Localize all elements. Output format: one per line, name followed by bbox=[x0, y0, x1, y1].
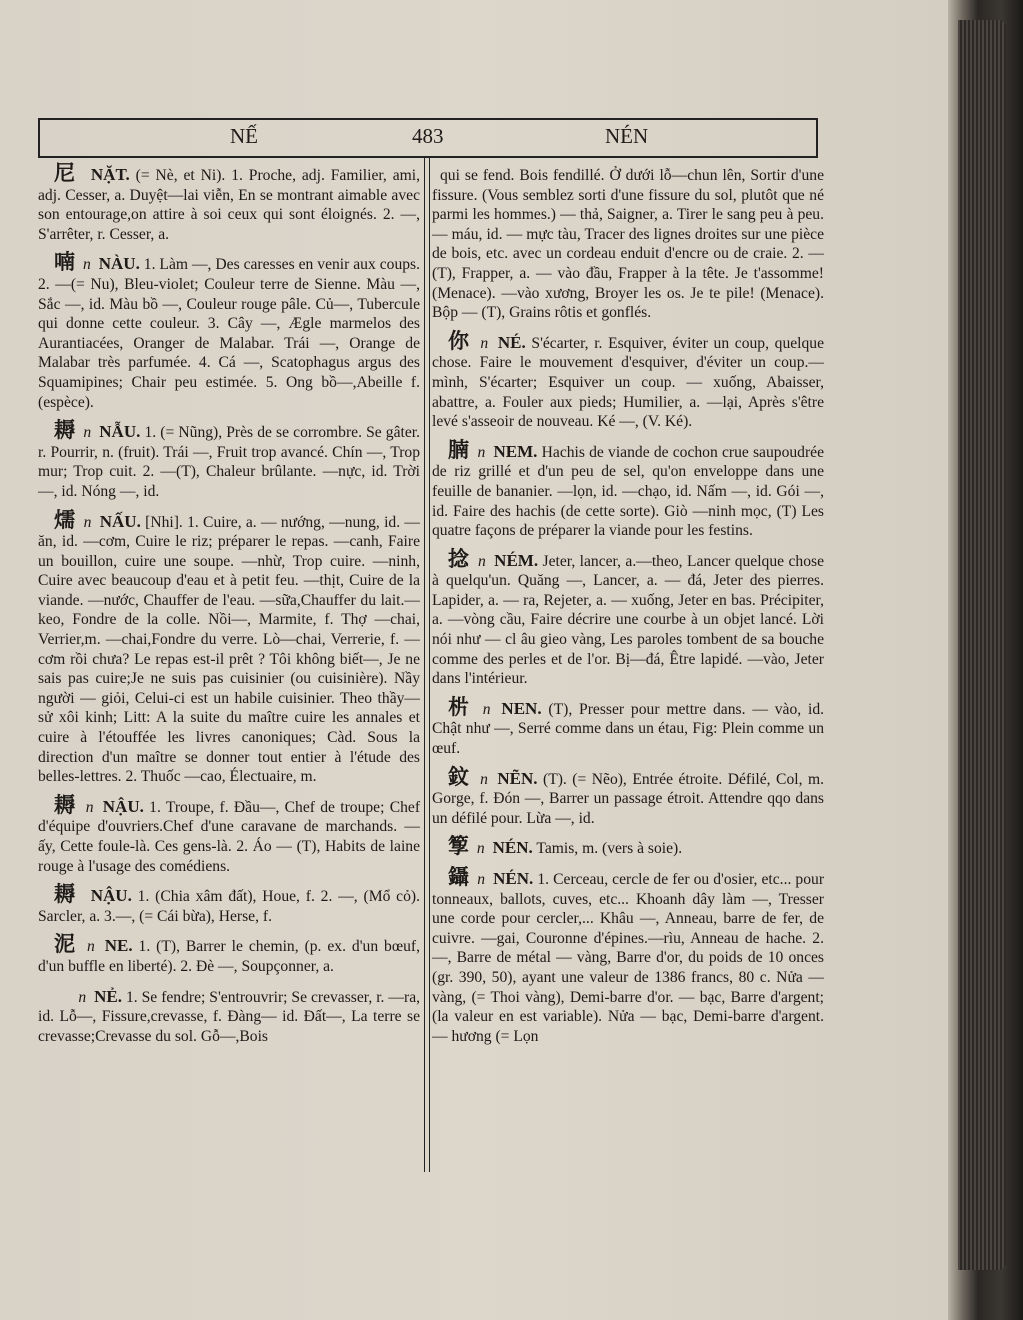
page-number: 483 bbox=[412, 124, 444, 148]
dictionary-entry bbox=[38, 882, 420, 926]
headword: NẤU. bbox=[99, 511, 141, 531]
part-of-speech: n bbox=[83, 424, 92, 442]
chinese-character: 鈫 bbox=[448, 764, 471, 789]
dictionary-entry bbox=[38, 507, 420, 787]
entry-definition: 1. (= Nũng), Près de se corrombre. Se gâter. r. Pourrir, n. (fruit). Trái —, Fruit trop avancé. Chín —, Trop mur; Trop cuit. 2. —(T), Chaleur brûlante. —nực, id. Trời —, id. Nóng —, id. bbox=[38, 424, 421, 500]
chinese-character: 尼 bbox=[54, 161, 77, 185]
dictionary-entry bbox=[432, 694, 825, 759]
chinese-character: 鑷 bbox=[448, 865, 470, 889]
entry-definition: 1. Se fendre; S'entrouvrir; Se crevasser, r. —ra, id. Lỗ—, Fissure,crevasse, f. Đàng— id. Đất—, La terre se crevasse;Crevasse du sol. Gỗ—,Bois bbox=[38, 988, 421, 1045]
chinese-character: 𠑕 bbox=[54, 982, 71, 1007]
dictionary-entry bbox=[432, 764, 824, 829]
part-of-speech: n bbox=[480, 770, 488, 788]
guide-word-right: NÉN bbox=[605, 124, 649, 148]
column-divider bbox=[424, 156, 430, 1172]
part-of-speech: n bbox=[480, 334, 489, 352]
entry-definition: Tamis, m. (vers à soie). bbox=[536, 840, 683, 858]
chinese-character: 泥 bbox=[54, 932, 78, 957]
chinese-character: 耨 bbox=[54, 418, 76, 443]
chinese-character: 箰 bbox=[448, 834, 469, 859]
part-of-speech: n bbox=[477, 552, 486, 570]
headword: NÉN. bbox=[492, 838, 533, 858]
headword: NÉ. bbox=[497, 332, 526, 352]
headword: NẬU. bbox=[90, 886, 132, 906]
chinese-character: 喃 bbox=[54, 250, 76, 275]
dictionary-entry bbox=[38, 250, 420, 412]
part-of-speech: n bbox=[83, 513, 92, 531]
chinese-character: 㭊 bbox=[448, 694, 472, 719]
running-header bbox=[38, 118, 818, 158]
headword: NẪU. bbox=[99, 422, 141, 442]
entry-definition: Hachis de viande de cochon crue saupoudrée de riz grillé et d'un peu de sel, qu'on enveloppe dans une feuille de bananier. —lọn, id. —chạo, id. Nấm —, id. Gói —, id. Faire des hachis (de cette sorte). Giò —ninh mọc, (T) Les quatre façons de préparer la viande pour les festins. bbox=[432, 443, 824, 540]
headword: NÉN. bbox=[493, 869, 534, 888]
headword: NẶT. bbox=[90, 165, 130, 184]
chinese-character: 耨 bbox=[54, 882, 77, 907]
part-of-speech: n bbox=[78, 988, 87, 1006]
entry-definition: (T). (= Nẽo), Entrée étroite. Défilé, Col, m. Gorge, f. Đón —, Barrer un passage étroit. Attendre qqo dans un défilé pour. Lừa —, id. bbox=[432, 770, 824, 827]
chinese-character: 捻 bbox=[448, 546, 470, 571]
headword: NẬU. bbox=[102, 796, 144, 816]
chinese-character: 燸 bbox=[54, 507, 76, 532]
entry-definition: (T), Presser pour mettre dans. — vào, id. Chật như —, Serré comme dans un étau, Fig: Plein comme un œuf. bbox=[432, 700, 825, 758]
dictionary-entry bbox=[38, 792, 421, 876]
headword: NẺ. bbox=[94, 986, 123, 1006]
entry-definition: 1. Làm —, Des caresses en venir aux coups. 2. —(= Nu), Bleu-violet; Couleur terre de Sienne. Màu —, Sắc —, id. Màu bồ —, Couleur rouge pâle. Củ—, Tubercule qui donne cette couleur. 3. Cây —, Ægle marmelos des Aurantiacées, Oranger de Malabar. Trái —, Orange de Malabar très parfumée. 4. Cá —, Scatophagus argus des Squamipines; Chair peu estimée. 5. Ong bồ—,Abeille f. (espèce). bbox=[38, 256, 420, 411]
entry-definition: (= Nè, et Ni). 1. Proche, adj. Familier, ami, adj. Cesser, a. Duyệt—lai viễn, En se montrant aimable avec son entourage,on attire à soi ceux qui sont éloignés. 2. —, S'arrêter, r. Cesser, a. bbox=[38, 167, 420, 243]
part-of-speech: n bbox=[476, 840, 485, 858]
part-of-speech: n bbox=[85, 798, 94, 816]
dictionary-entry bbox=[432, 437, 824, 541]
headword: NEN. bbox=[501, 698, 542, 718]
part-of-speech: n bbox=[477, 871, 486, 888]
part-of-speech: n bbox=[83, 256, 91, 274]
entry-definition: 1. Cerceau, cercle de fer ou d'osier, etc... pour tonneaux, ballots, cuves, etc... Khoanh dây làm —, Tresser une corde pour cercler,... Khâu —, Anneau, barre de fer, de cuivre. —gai, Couronne d'épines.—rìu, Anneau de hache. 2. —, Barre de métal — vàng, Barre d'or, du poids de 10 onces (gr. 390, 50), ayant une valeur de 1386 francs, 80 c. Nửa — vàng, (= Thoi vàng), Demi-barre d'or. — bạc, Barre d'argent; (la valeur en est variable). Nửa — bạc, Demi-barre d'argent. — hương (= Lọn bbox=[432, 871, 825, 1045]
part-of-speech: n bbox=[477, 443, 486, 461]
entry-definition: S'écarter, r. Esquiver, éviter un coup, quelque chose. Faire le mouvement d'esquiver, d'éviter un coup.—mình, S'écarter; Esquiver un coup. — xuống, Abaisser, abattre, a. Fouler aux pieds; Humilier, a. —lại, Après s'être levé s'asseoir de nouveau. Ké —, (V. Ké). bbox=[432, 334, 825, 431]
chinese-character: 腩 bbox=[448, 437, 470, 462]
entry-definition: [Nhi]. 1. Cuire, a. — nướng, —nung, id. —ăn, id. —cơm, Cuire le riz; préparer le repas. —canh, Faire un bouillon, cuire une soupe. —nhừ, Trop cuire. —ninh, Cuire avec beaucoup d'eau et à petit feu. —thịt, Cuire de la viande. —nước, Chauffer de l'eau. —sữa,Chauffer du lait.—keo, Fondre de la colle. Nồi—, Marmite, f. Thợ —chai, Verrier,m. —chai,Fondre du verre. Lò—chai, Verrerie, f. — cơm rồi chưa? Le repas est-il prêt ? Tôi không biết—, Je ne sais pas cuire;Je ne suis pas cuisinier (ou cuisinière). Nầy người — giỏi, Celui-ci est un habile cuisinier. Theo thầy—sử xôi kinh; Litt: A la suite du maître cuire les annales et cuire à l'étouffée les livres canoniques; Càd. Sous la direction d'un maître se donner tout entier à l'étude des belles-lettres. 2. Thuốc —cao, Électuaire, m. bbox=[38, 513, 420, 786]
entry-definition: 1. Troupe, f. Đầu—, Chef de troupe; Chef d'équipe d'ouvriers.Chef d'une caravane de marchands. — ấy, Cette foule-là. Ces gens-là. 2. Áo — (T), Habits de laine rouge à l'usage des comédiens. bbox=[38, 798, 421, 875]
headword: NE. bbox=[104, 936, 133, 956]
chinese-character: 耨 bbox=[54, 792, 77, 817]
entry-definition: 1. (T), Barrer le chemin, (p. ex. d'un bœuf, d'un buffle en liberté). 2. Đè —, Soupçonner, a. bbox=[38, 938, 421, 975]
headword: NÉM. bbox=[494, 550, 539, 570]
dictionary-entry bbox=[432, 865, 825, 1046]
part-of-speech: n bbox=[86, 938, 95, 956]
guide-word-left: NẾ bbox=[230, 124, 258, 148]
dictionary-entry bbox=[432, 164, 824, 323]
entry-definition: qui se fend. Bois fendillé. Ở dưới lỗ—chun lên, Sortir d'une fissure. (Vous semblez sorti d'une fissure du sol, plutôt que né parmi les hommes.) — thả, Saigner, a. Tirer le sang peu à peu. — máu, id. — mực tàu, Tracer des lignes droites sur une pièce de bois, etc. avec un cordeau enduit d'encre ou de craie. 2. — (T), Frapper, a. — vào đầu, Frapper à la tête. Je t'assomme! (Menace). —vào xương, Broyer les os. Je te pile! (Menace). Bộp — (T), Grains rôtis et gonflés. bbox=[432, 167, 824, 322]
dictionary-entry bbox=[432, 546, 824, 689]
part-of-speech: n bbox=[482, 700, 491, 718]
dictionary-entry bbox=[432, 328, 825, 432]
entry-definition: 1. (Chia xâm đất), Houe, f. 2. —, (Mổ cỏ). Sarcler, a. 3.—, (= Cái bừa), Herse, f. bbox=[38, 888, 420, 925]
dictionary-entry bbox=[38, 418, 421, 501]
dictionary-entry bbox=[38, 982, 421, 1047]
dictionary-entry bbox=[38, 932, 421, 976]
headword: NÀU. bbox=[98, 254, 140, 274]
entry-definition: Jeter, lancer, a.—theo, Lancer quelque chose à quelqu'un. Quăng —, Lancer, a. — đá, Jeter des pierres. Lapider, a. — ra, Rejeter, a. — xuống, Jeter en bas. Précipiter, a. —vòng cầu, Faire décrire une courbe à un objet lancé. Lời nói như — cl âu gieo vàng, Les paroles tombent de sa bouche comme des perles et de l'or. Bị—đá, Être lapidé. —vào, Jeter dans l'intérieur. bbox=[432, 552, 824, 688]
headword: NEM. bbox=[493, 441, 538, 461]
dictionary-entry bbox=[432, 834, 824, 859]
left-column bbox=[38, 161, 421, 1055]
dictionary-entry bbox=[38, 161, 420, 244]
headword: NẼN. bbox=[497, 768, 538, 788]
chinese-character: 你 bbox=[448, 328, 471, 353]
page-stack bbox=[958, 20, 1006, 1270]
right-column bbox=[432, 164, 824, 1055]
